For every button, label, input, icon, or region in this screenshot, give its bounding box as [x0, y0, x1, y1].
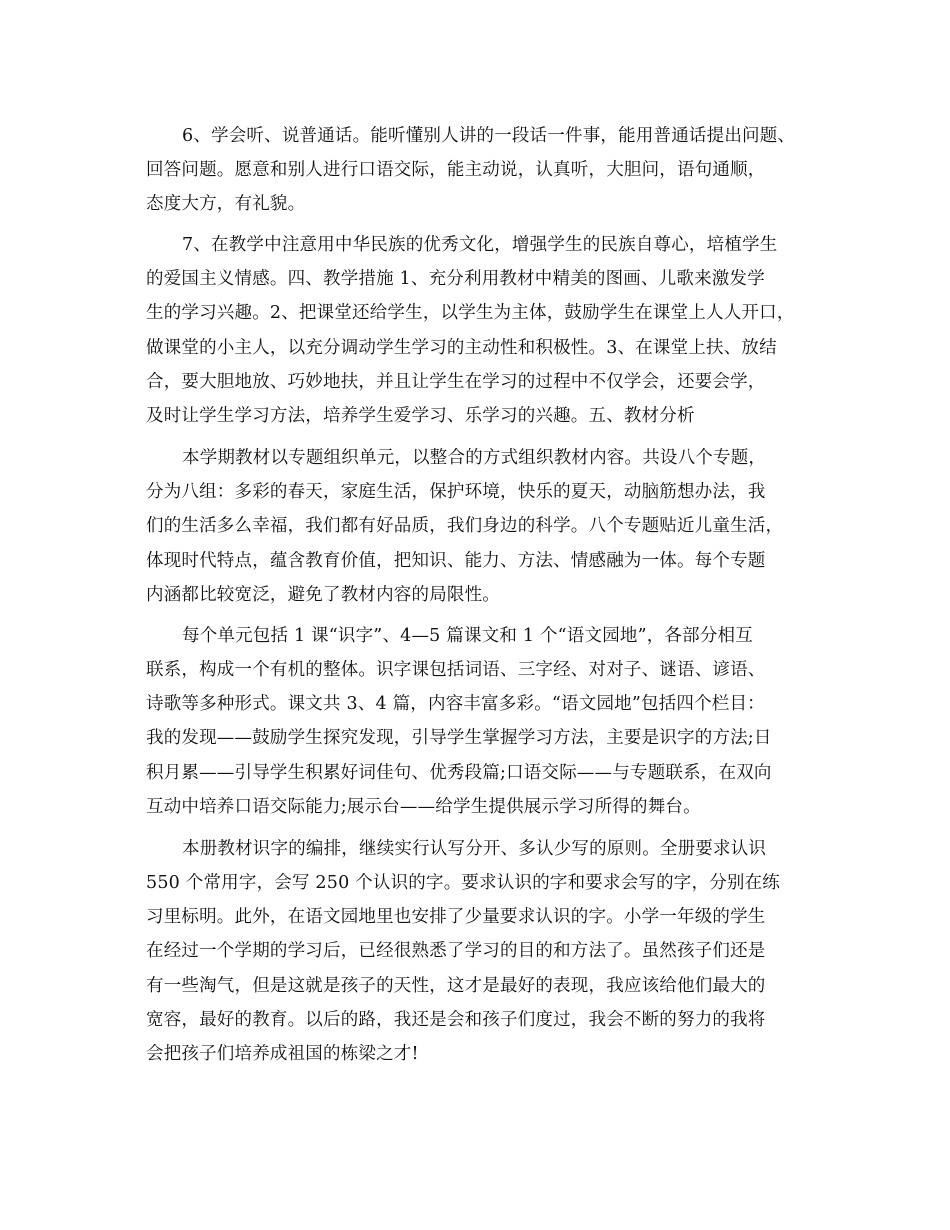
text-line: 6、学会听、说普通话。能听懂别人讲的一段话一件事，能用普通话提出问题、 [182, 126, 796, 146]
text-line: 有一些淘气，但是这就是孩子的天性，这才是最好的表现，我应该给他们最大的 [146, 976, 766, 996]
text-line: 回答问题。愿意和别人进行口语交际，能主动说，认真听，大胆问，语句通顺， [146, 160, 766, 180]
text-line: 每个单元包括 1 课“识字”、4—5 篇课文和 1 个“语文园地”，各部分相互 [182, 626, 753, 646]
text-line: 互动中培养口语交际能力;展示台——给学生提供展示学习所得的舞台。 [146, 797, 701, 817]
text-line: 们的生活多么幸福，我们都有好品质，我们身边的科学。八个专题贴近儿童生活， [146, 516, 784, 536]
text-line: 宽容，最好的教育。以后的路，我还是会和孩子们度过，我会不断的努力的我将 [146, 1010, 766, 1030]
text-line: 会把孩子们培养成祖国的栋梁之才! [146, 1044, 419, 1064]
text-line: 分为八组：多彩的春天，家庭生活，保护环境，快乐的夏天，动脑筋想办法，我 [146, 482, 766, 502]
text-line: 做课堂的小主人，以充分调动学生学习的主动性和积极性。3、在课堂上扶、放结 [146, 338, 777, 358]
text-line: 内涵都比较宽泛，避免了教材内容的局限性。 [146, 585, 500, 605]
text-line: 诗歌等多种形式。课文共 3、4 篇，内容丰富多彩。“语文园地”包括四个栏目： [146, 694, 765, 714]
text-line: 体现时代特点，蕴含教育价值，把知识、能力、方法、情感融为一体。每个专题 [146, 551, 766, 571]
text-line: 积月累——引导学生积累好词佳句、优秀段篇;口语交际——与专题联系，在双向 [146, 763, 772, 783]
text-line: 生的学习兴趣。2、把课堂还给学生，以学生为主体，鼓励学生在课堂上人人开口， [146, 303, 795, 323]
text-line: 本册教材识字的编排，继续实行认写分开、多认少写的原则。全册要求认识 [182, 839, 767, 859]
text-line: 合，要大胆地放、巧妙地扶，并且让学生在学习的过程中不仅学会，还要会学， [146, 372, 766, 392]
text-line: 我的发现——鼓励学生探究发现，引导学生掌握学习方法，主要是识字的方法;日 [146, 728, 772, 748]
text-line: 及时让学生学习方法，培养学生爱学习、乐学习的兴趣。五、教材分析 [146, 406, 695, 426]
text-line: 550 个常用字，会写 250 个认识的字。要求认识的字和要求会写的字，分别在练 [146, 873, 780, 893]
text-line: 的爱国主义情感。四、教学措施 1、充分利用教材中精美的图画、儿歌来激发学 [146, 269, 765, 289]
text-line: 7、在教学中注意用中华民族的优秀文化，增强学生的民族自尊心，培植学生 [182, 235, 778, 255]
text-line: 态度大方，有礼貌。 [146, 194, 306, 214]
text-line: 习里标明。此外，在语文园地里也安排了少量要求认识的字。小学一年级的学生 [146, 907, 766, 927]
text-line: 在经过一个学期的学习后，已经很熟悉了学习的目的和方法了。虽然孩子们还是 [146, 941, 766, 961]
text-line: 联系，构成一个有机的整体。识字课包括词语、三字经、对对子、谜语、谚语、 [146, 660, 766, 680]
text-line: 本学期教材以专题组织单元，以整合的方式组织教材内容。共设八个专题， [182, 448, 767, 468]
